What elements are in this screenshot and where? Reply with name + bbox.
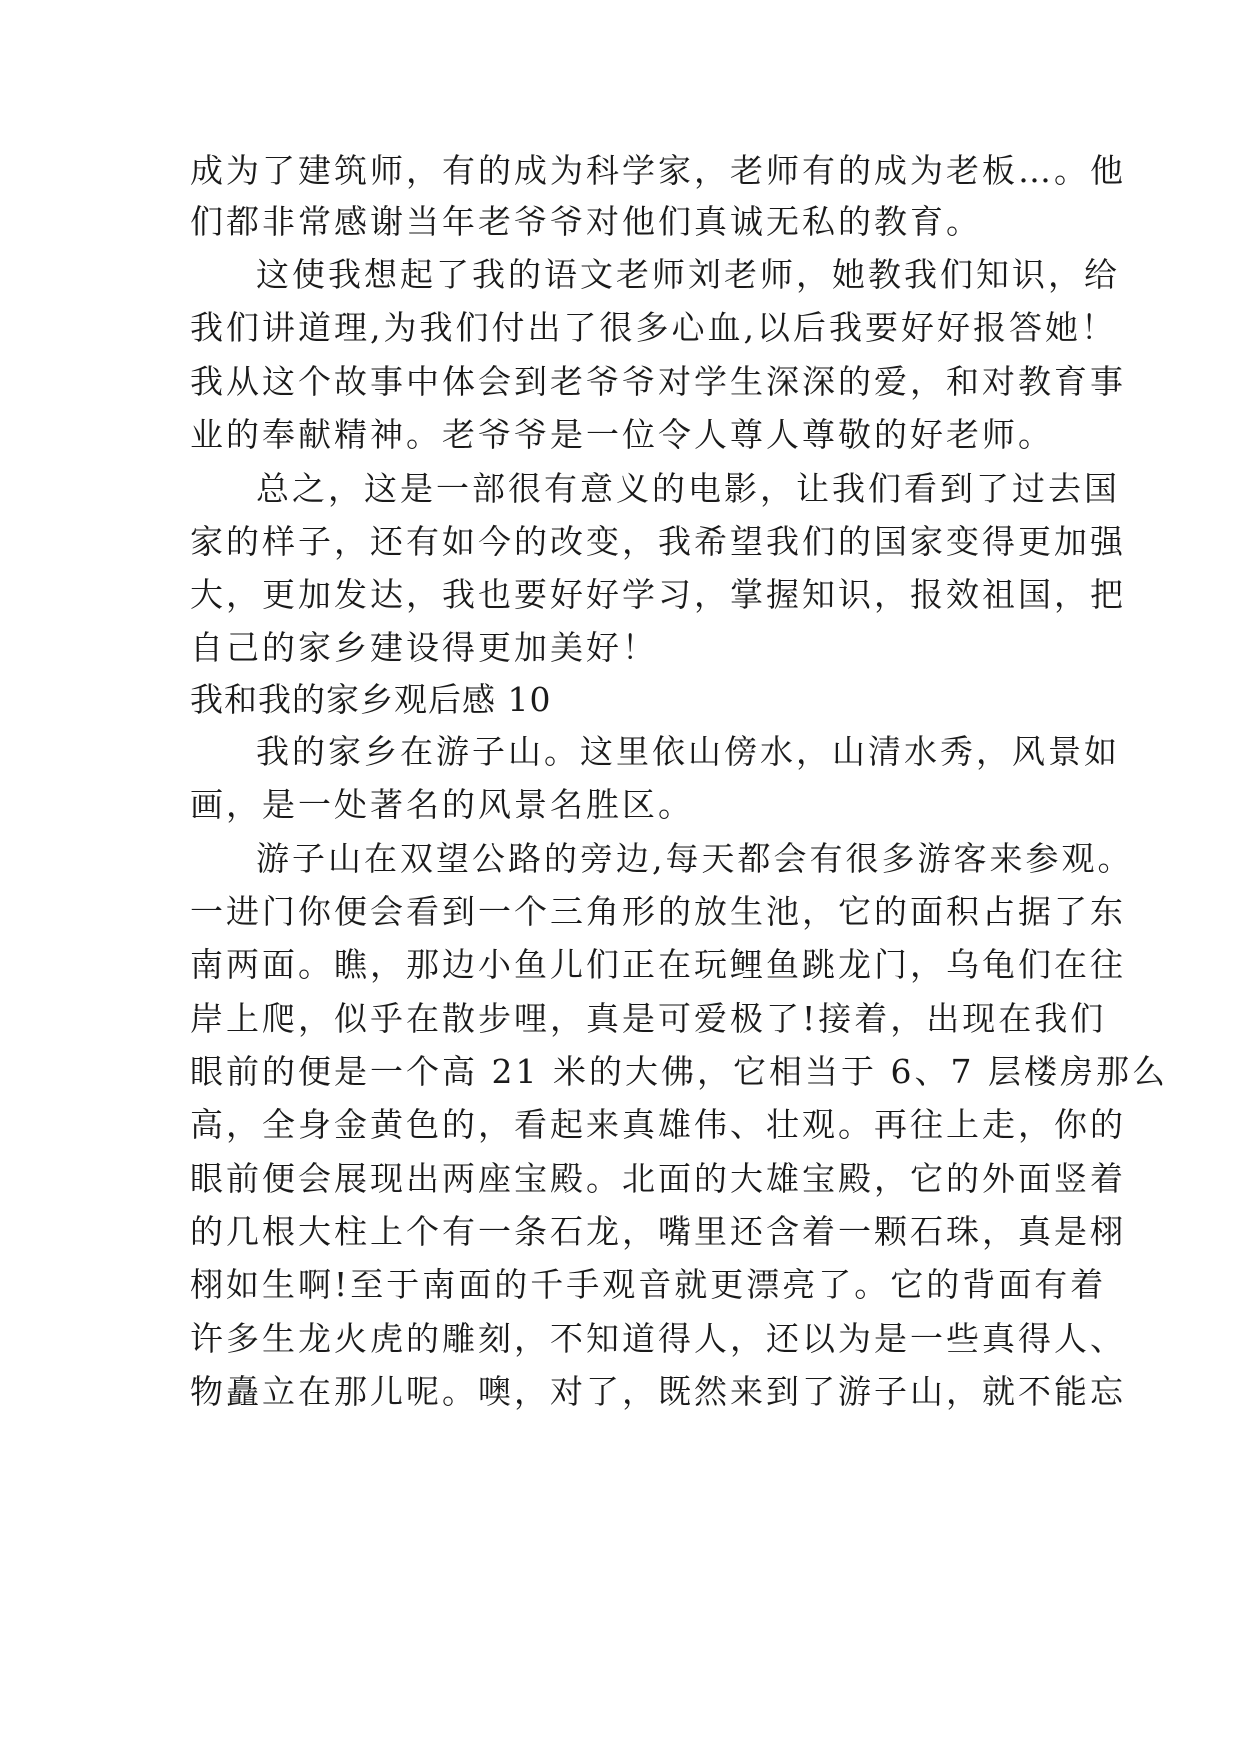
text-line: 岸上爬，似乎在散步哩，真是可爱极了!接着，出现在我们 [190,999,1107,1038]
text-line: 许多生龙火虎的雕刻，不知道得人，还以为是一些真得人、 [190,1319,1126,1358]
text-line: 眼前的便是一个高 21 米的大佛，它相当于 6、7 层楼房那么 [190,1052,1168,1091]
text-line: 一进门你便会看到一个三角形的放生池，它的面积占据了东 [190,892,1126,931]
text-line: 游子山在双望公路的旁边,每天都会有很多游客来参观。 [256,839,1134,878]
text-line: 物矗立在那儿呢。噢，对了，既然来到了游子山，就不能忘 [190,1372,1126,1411]
text-line: 我的家乡在游子山。这里依山傍水，山清水秀，风景如 [256,732,1120,771]
section-heading: 我和我的家乡观后感 10 [190,680,552,719]
text-line: 画，是一处著名的风景名胜区。 [190,785,694,824]
text-line: 业的奉献精神。老爷爷是一位令人尊人尊敬的好老师。 [190,415,1054,454]
text-line: 家的样子，还有如今的改变，我希望我们的国家变得更加强 [190,522,1126,561]
text-line: 总之，这是一部很有意义的电影，让我们看到了过去国 [256,469,1120,508]
text-line: 的几根大柱上个有一条石龙，嘴里还含着一颗石珠，真是栩 [190,1212,1126,1251]
text-line: 成为了建筑师，有的成为科学家，老师有的成为老板…。他 [190,151,1126,190]
text-line: 们都非常感谢当年老爷爷对他们真诚无私的教育。 [190,202,982,241]
text-line: 南两面。瞧，那边小鱼儿们正在玩鲤鱼跳龙门，乌龟们在往 [190,945,1126,984]
text-line: 栩如生啊!至于南面的千手观音就更漂亮了。它的背面有着 [190,1265,1107,1304]
text-line: 大，更加发达，我也要好好学习，掌握知识，报效祖国，把 [190,575,1126,614]
text-line: 高，全身金黄色的，看起来真雄伟、壮观。再往上走，你的 [190,1105,1126,1144]
text-line: 这使我想起了我的语文老师刘老师，她教我们知识，给 [256,255,1120,294]
text-line: 我从这个故事中体会到老爷爷对学生深深的爱，和对教育事 [190,362,1126,401]
text-line: 眼前便会展现出两座宝殿。北面的大雄宝殿，它的外面竖着 [190,1159,1126,1198]
text-line: 自己的家乡建设得更加美好！ [190,628,658,667]
text-line: 我们讲道理,为我们付出了很多心血,以后我要好好报答她！ [190,308,1117,347]
